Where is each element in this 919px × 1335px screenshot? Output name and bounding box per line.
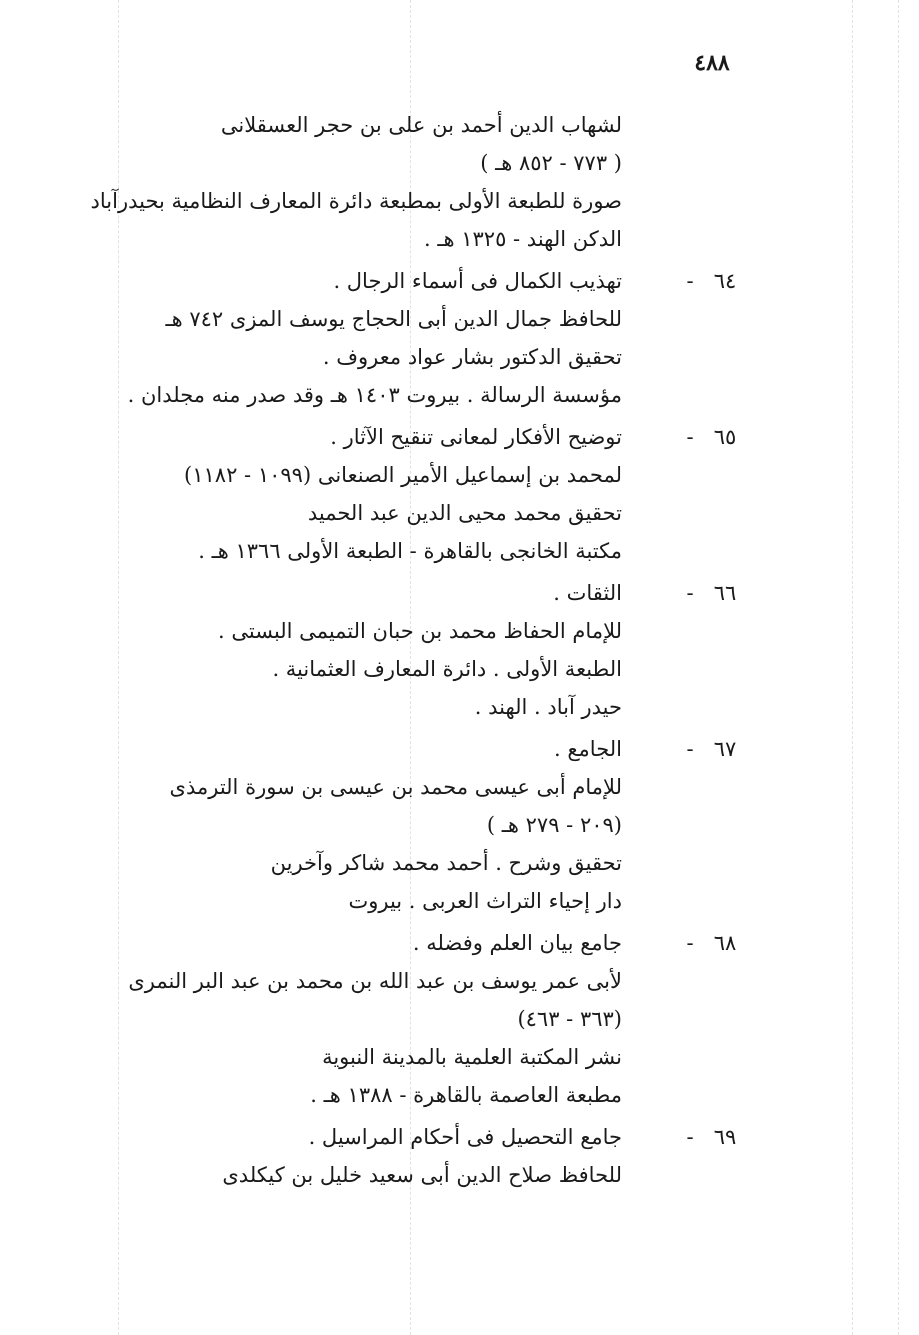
entry-line: مؤسسة الرسالة . بيروت ١٤٠٣ هـ وقد صدر منه مجلدان . <box>127 383 622 407</box>
entry-number: ٦٦ <box>713 581 737 605</box>
entry-line: تحقيق محمد محيى الدين عبد الحميد <box>307 501 622 525</box>
entry-dash: - <box>686 931 694 955</box>
entry-line: (٣٦٣ - ٤٦٣) <box>517 1007 622 1031</box>
entry-line: تهذيب الكمال فى أسماء الرجال . <box>333 269 622 293</box>
scan-guide-line <box>852 0 853 1335</box>
entry-line: حيدر آباد . الهند . <box>474 695 622 719</box>
entry-number: ٦٤ <box>713 269 737 293</box>
entry-dash: - <box>686 425 694 449</box>
entry-line: تحقيق وشرح . أحمد محمد شاكر وآخرين <box>270 851 622 875</box>
entry-line: لأبى عمر يوسف بن عبد الله بن محمد بن عبد البر النمرى <box>128 969 622 993</box>
entry-line: لشهاب الدين أحمد بن على بن حجر العسقلانى <box>220 113 622 137</box>
entry-dash: - <box>686 581 694 605</box>
entry-line: الطبعة الأولى . دائرة المعارف العثمانية . <box>272 657 622 681</box>
entry-line: لمحمد بن إسماعيل الأمير الصنعانى (١٠٩٩ - ١١٨٢) <box>184 463 622 487</box>
entry-line: (٢٠٩ - ٢٧٩ هـ ) <box>486 813 622 837</box>
entry-number: ٦٧ <box>713 737 737 761</box>
entry-line: دار إحياء التراث العربى . بيروت <box>348 889 622 913</box>
entry-dash: - <box>686 269 694 293</box>
entry-line: الثقات . <box>553 581 622 605</box>
entry-line: جامع بيان العلم وفضله . <box>412 931 622 955</box>
page-number: ٤٨٨ <box>694 50 730 76</box>
entry-line: ( ٧٧٣ - ٨٥٢ هـ ) <box>480 151 622 175</box>
entry-dash: - <box>686 1125 694 1149</box>
entry-line: الجامع . <box>554 737 622 761</box>
entry-number: ٦٥ <box>713 425 737 449</box>
entry-number: ٦٩ <box>713 1125 737 1149</box>
entry-line: نشر المكتبة العلمية بالمدينة النبوية <box>322 1045 622 1069</box>
entry-line: مكتبة الخانجى بالقاهرة - الطبعة الأولى ١٣٦٦ هـ . <box>198 539 622 563</box>
entry-line: صورة للطبعة الأولى بمطبعة دائرة المعارف النظامية بحيدرآباد <box>90 189 622 213</box>
entry-line: للحافظ جمال الدين أبى الحجاج يوسف المزى ٧٤٢ هـ <box>165 307 622 331</box>
entry-line: للإمام أبى عيسى محمد بن عيسى بن سورة الترمذى <box>169 775 622 799</box>
entry-line: للحافظ صلاح الدين أبى سعيد خليل بن كيكلدى <box>222 1163 622 1187</box>
entry-line: تحقيق الدكتور بشار عواد معروف . <box>322 345 622 369</box>
entry-line: توضيح الأفكار لمعانى تنقيح الآثار . <box>330 425 622 449</box>
scan-guide-line <box>898 0 899 1335</box>
entry-number: ٦٨ <box>713 931 737 955</box>
entry-line: للإمام الحفاظ محمد بن حبان التميمى البستى . <box>218 619 622 643</box>
entry-line: مطبعة العاصمة بالقاهرة - ١٣٨٨ هـ . <box>310 1083 622 1107</box>
entry-line: الدكن الهند - ١٣٢٥ هـ . <box>423 227 622 251</box>
entry-dash: - <box>686 737 694 761</box>
entry-line: جامع التحصيل فى أحكام المراسيل . <box>308 1125 622 1149</box>
